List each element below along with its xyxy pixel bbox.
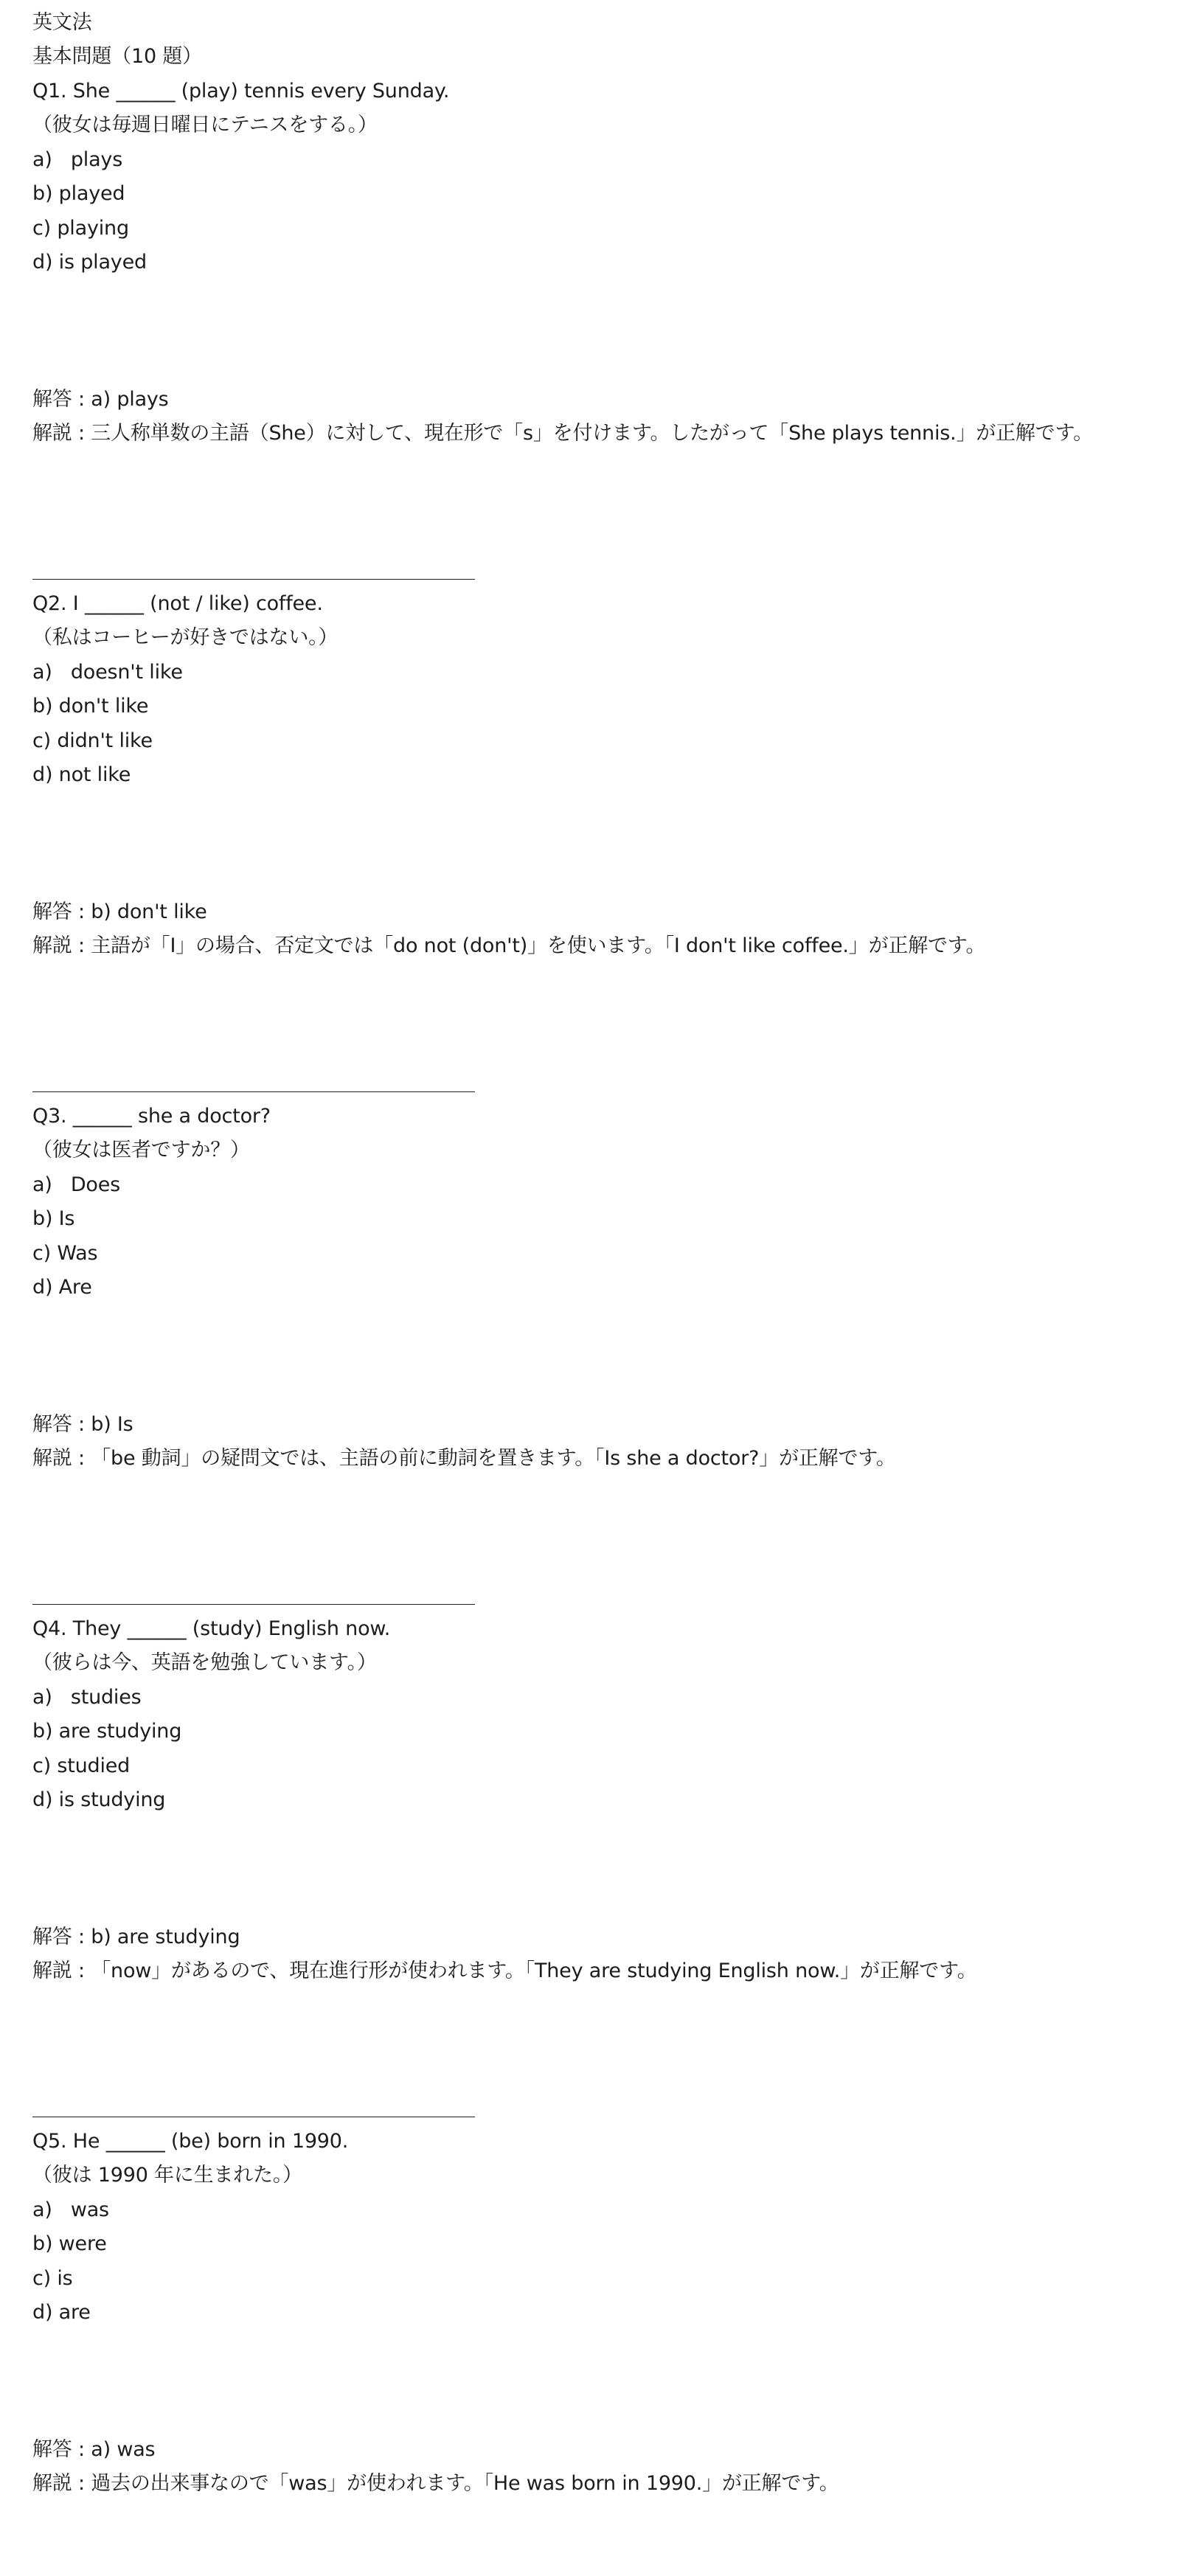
option-d: d) not like — [32, 763, 131, 786]
question-translation: （彼女は医者ですか？） — [32, 1139, 250, 1162]
option-a: a) studies — [32, 1686, 142, 1709]
option-c: c) Was — [32, 1242, 98, 1265]
question-translation: （彼は 1990 年に生まれた。） — [32, 2164, 302, 2187]
option-b: b) played — [32, 182, 125, 205]
section-divider — [32, 1604, 475, 1605]
question-text: Q1. She ______ (play) tennis every Sunday. — [32, 80, 450, 103]
question-text: Q5. He ______ (be) born in 1990. — [32, 2130, 349, 2153]
option-b: b) were — [32, 2232, 107, 2255]
option-a: a) was — [32, 2198, 109, 2221]
option-d: d) is played — [32, 251, 147, 274]
explanation-text: 解説 : 「be 動詞」の疑問文では、主語の前に動詞を置きます。「Is she a doctor?」が正解です。 — [32, 1447, 896, 1470]
question-translation: （彼らは今、英語を勉強しています。） — [32, 1651, 377, 1674]
question-text: Q4. They ______ (study) English now. — [32, 1617, 391, 1640]
explanation-text: 解説 : 「now」があるので、現在進行形が使われます。「They are studying English now.」が正解です。 — [32, 1959, 977, 1982]
question-translation: （彼女は毎週日曜日にテニスをする。） — [32, 114, 378, 136]
answer-text: 解答 : a) plays — [32, 388, 169, 411]
section-divider — [32, 579, 475, 580]
document-subtitle: 基本問題（10 題） — [32, 45, 202, 68]
explanation-text: 解説 : 三人称単数の主語（She）に対して、現在形で「s」を付けます。したがって「She plays tennis.」が正解です。 — [32, 422, 1093, 445]
option-d: d) is studying — [32, 1788, 166, 1811]
question-text: Q2. I ______ (not / like) coffee. — [32, 592, 323, 615]
option-b: b) don't like — [32, 695, 149, 718]
answer-text: 解答 : b) are studying — [32, 1926, 240, 1948]
explanation-text: 解説 : 過去の出来事なので「was」が使われます。「He was born in 1990.」が正解です。 — [32, 2472, 839, 2495]
option-d: d) are — [32, 2301, 91, 2324]
option-a: a) doesn't like — [32, 661, 183, 684]
option-c: c) is — [32, 2267, 73, 2290]
option-b: b) are studying — [32, 1720, 182, 1743]
section-divider — [32, 1091, 475, 1092]
answer-text: 解答 : b) Is — [32, 1413, 133, 1436]
question-translation: （私はコーヒーが好きではない。） — [32, 626, 339, 649]
document-title: 英文法 — [32, 11, 92, 34]
explanation-text: 解説 : 主語が「I」の場合、否定文では「do not (don't)」を使います。「I don't like coffee.」が正解です。 — [32, 934, 986, 957]
option-a: a) Does — [32, 1173, 121, 1196]
option-c: c) studied — [32, 1754, 131, 1777]
option-c: c) didn't like — [32, 729, 153, 752]
question-text: Q3. ______ she a doctor? — [32, 1105, 271, 1128]
answer-text: 解答 : a) was — [32, 2438, 156, 2461]
option-d: d) Are — [32, 1276, 92, 1299]
option-a: a) plays — [32, 148, 123, 171]
option-b: b) Is — [32, 1207, 75, 1230]
option-c: c) playing — [32, 217, 129, 240]
answer-text: 解答 : b) don't like — [32, 900, 207, 923]
